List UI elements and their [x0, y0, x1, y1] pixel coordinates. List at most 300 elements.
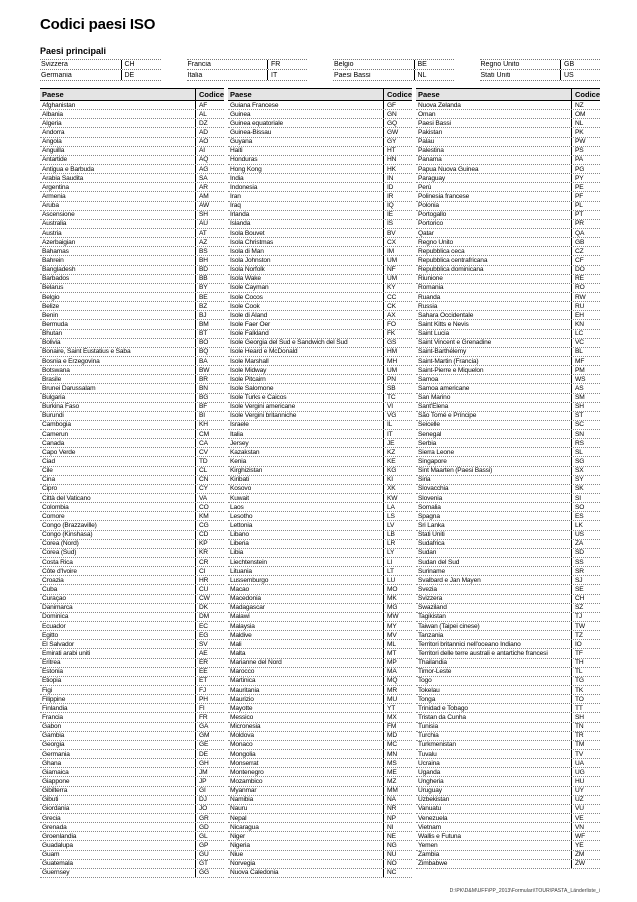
country-name: Slovacchia [418, 485, 449, 493]
country-code: TV [571, 750, 600, 758]
country-code: TN [571, 723, 600, 731]
country-name: Malawi [230, 613, 250, 621]
country-row [228, 275, 412, 284]
country-row [40, 787, 224, 796]
country-name: Nauru [230, 805, 248, 813]
country-name: Ucraina [418, 759, 440, 767]
country-name: Siria [418, 476, 431, 484]
country-code: NP [383, 814, 412, 822]
country-name: Ruanda [418, 293, 441, 301]
country-name: Ciad [42, 458, 55, 466]
country-code: PH [195, 695, 224, 703]
country-code: ST [571, 412, 600, 420]
country-row [40, 869, 224, 878]
country-row [416, 576, 600, 585]
country-code: CR [195, 558, 224, 566]
country-name: Sant'Elena [418, 403, 449, 411]
country-row [416, 503, 600, 512]
country-row [228, 430, 412, 439]
country-code: CI [195, 567, 224, 575]
country-name: Tunisia [418, 723, 438, 731]
country-code: LA [383, 503, 412, 511]
country-name: Nicaragua [230, 823, 259, 831]
country-row [40, 183, 224, 192]
country-name: Territori britannici nell'oceano Indiano [418, 640, 521, 648]
country-row [416, 192, 600, 201]
country-name: Jersey [230, 439, 249, 447]
country-code: GA [195, 723, 224, 731]
country-name: Isole Falkland [230, 330, 269, 338]
country-name: Marocco [230, 668, 255, 676]
country-code: QA [571, 229, 600, 237]
country-row [228, 631, 412, 640]
country-code: SV [195, 640, 224, 648]
country-row [228, 202, 412, 211]
country-row [228, 266, 412, 275]
country-code: PA [571, 156, 600, 164]
country-code: SA [195, 174, 224, 182]
country-row [40, 631, 224, 640]
country-row [228, 768, 412, 777]
country-name: Tagikistan [418, 613, 446, 621]
country-row [416, 256, 600, 265]
country-row [416, 631, 600, 640]
country-code: MG [383, 604, 412, 612]
country-code: BM [195, 320, 224, 328]
country-code: PS [571, 147, 600, 155]
country-row [40, 613, 224, 622]
country-name: Brunei Darussalam [42, 384, 96, 392]
country-name: Isole Turks e Caicos [230, 394, 287, 402]
paese-column-header: Paese [418, 90, 440, 99]
country-row [416, 558, 600, 567]
country-row [40, 174, 224, 183]
country-code: RS [571, 439, 600, 447]
country-name: Regno Unito [480, 61, 520, 68]
country-row [416, 375, 600, 384]
country-code: LI [383, 558, 412, 566]
country-code: NR [383, 805, 412, 813]
country-name: Kuwait [230, 494, 249, 502]
country-code: CG [195, 521, 224, 529]
country-name: Italia [187, 71, 203, 79]
country-row [416, 183, 600, 192]
country-row [416, 841, 600, 850]
country-row [416, 247, 600, 256]
country-row [416, 823, 600, 832]
country-name: Lesotho [230, 512, 253, 520]
country-row [416, 457, 600, 466]
country-code: FO [383, 320, 412, 328]
country-row [228, 759, 412, 768]
country-row [40, 723, 224, 732]
country-name: Italia [230, 430, 244, 438]
country-name: Sint Maarten (Paesi Bassi) [418, 467, 493, 475]
country-name: Bulgaria [42, 394, 65, 402]
country-row [416, 156, 600, 165]
country-code-column [228, 88, 412, 878]
country-code: CD [195, 531, 224, 539]
country-name: Guam [42, 851, 60, 859]
country-code: SK [571, 485, 600, 493]
country-name: Città del Vaticano [42, 494, 91, 502]
country-row [416, 266, 600, 275]
country-name: Guyana [230, 138, 253, 146]
country-code: CX [383, 238, 412, 246]
country-row [40, 128, 224, 137]
country-name: Isole Salomone [230, 384, 274, 392]
country-row [416, 403, 600, 412]
country-code: SG [571, 457, 600, 465]
country-code: GW [383, 128, 412, 136]
country-code: GL [195, 832, 224, 840]
country-name: Singapore [418, 458, 447, 466]
country-name: Spagna [418, 512, 440, 520]
country-row [416, 311, 600, 320]
country-row [228, 394, 412, 403]
main-countries-table [40, 59, 600, 81]
country-row [40, 860, 224, 869]
country-code: CA [195, 439, 224, 447]
country-name: Ecuador [42, 622, 66, 630]
country-name: Mauritania [230, 686, 260, 694]
country-row [228, 485, 412, 494]
country-name: Guinea [230, 110, 251, 118]
country-code: TO [571, 695, 600, 703]
country-name: Filippine [42, 695, 66, 703]
country-name: Aruba [42, 202, 59, 210]
country-name: Samoa americane [418, 384, 470, 392]
country-code: EH [571, 311, 600, 319]
country-name: Mongolia [230, 750, 256, 758]
country-row [228, 138, 412, 147]
country-name: Mozambico [230, 777, 263, 785]
country-name: Pakistan [418, 128, 443, 136]
country-name: Samoa [418, 375, 439, 383]
country-row [416, 531, 600, 540]
paese-column-header: Paese [230, 90, 252, 99]
country-name: Nigeria [230, 841, 250, 849]
country-name: Colombia [42, 503, 69, 511]
country-row [416, 284, 600, 293]
country-code: DE [121, 70, 161, 80]
country-row [40, 311, 224, 320]
country-row [40, 512, 224, 521]
country-name: Ghana [42, 759, 62, 767]
country-code: TL [571, 668, 600, 676]
country-code: LB [383, 531, 412, 539]
country-code: CL [195, 467, 224, 475]
country-name: Lussemburgo [230, 576, 269, 584]
country-name: Romania [418, 284, 444, 292]
country-code: GN [383, 110, 412, 118]
country-name: Palau [418, 138, 435, 146]
country-name: Cambogia [42, 421, 71, 429]
country-code: HN [383, 156, 412, 164]
country-code: DJ [195, 796, 224, 804]
country-row [416, 613, 600, 622]
country-code: BD [195, 266, 224, 274]
country-code: BR [195, 375, 224, 383]
country-code: JO [195, 805, 224, 813]
country-name: Isole Vergini americane [230, 403, 296, 411]
country-code: ME [383, 768, 412, 776]
country-row [40, 412, 224, 421]
country-name: Martinica [230, 677, 256, 685]
country-code: MU [383, 695, 412, 703]
country-code: WS [571, 375, 600, 383]
country-row [228, 649, 412, 658]
country-row [416, 421, 600, 430]
country-code: SH [571, 403, 600, 411]
country-code: NE [383, 832, 412, 840]
country-code: CZ [571, 247, 600, 255]
country-row [40, 558, 224, 567]
country-row [228, 439, 412, 448]
country-name: Cina [42, 476, 55, 484]
country-row [416, 147, 600, 156]
country-row [228, 713, 412, 722]
country-row [40, 330, 224, 339]
country-name: Isole Cocos [230, 293, 263, 301]
country-code: AW [195, 202, 224, 210]
country-row [40, 256, 224, 265]
country-row [228, 851, 412, 860]
country-code: RU [571, 302, 600, 310]
country-code: TF [571, 649, 600, 657]
country-code: GM [195, 732, 224, 740]
country-name: Timor-Leste [418, 668, 452, 676]
country-row [228, 595, 412, 604]
country-code: AQ [195, 156, 224, 164]
country-code: GF [383, 101, 412, 109]
country-name: Austria [42, 229, 62, 237]
country-code: DK [195, 604, 224, 612]
country-code: SL [571, 448, 600, 456]
country-code: NL [414, 70, 454, 80]
country-code: TD [195, 457, 224, 465]
country-code: TG [571, 677, 600, 685]
country-row [416, 695, 600, 704]
country-name: Figi [42, 686, 53, 694]
country-code: AS [571, 384, 600, 392]
country-name: Isola Johnston [230, 256, 271, 264]
country-code: MK [383, 595, 412, 603]
country-row [228, 284, 412, 293]
country-row [40, 832, 224, 841]
country-row [228, 128, 412, 137]
country-code: BZ [195, 302, 224, 310]
country-name: Kosovo [230, 485, 252, 493]
country-code: CV [195, 448, 224, 456]
country-code-table [40, 88, 600, 878]
country-name: Gibuti [42, 796, 59, 804]
section-subtitle: Paesi principali [40, 46, 107, 56]
country-row [416, 713, 600, 722]
country-code: IT [383, 430, 412, 438]
country-code: AD [195, 128, 224, 136]
country-name: Libano [230, 531, 249, 539]
country-code: NU [383, 851, 412, 859]
country-name: Sierra Leone [418, 448, 454, 456]
country-row [40, 348, 224, 357]
country-code: UG [571, 768, 600, 776]
country-row [228, 567, 412, 576]
country-code: SR [571, 567, 600, 575]
country-row [228, 174, 412, 183]
country-row [228, 403, 412, 412]
country-code: BB [195, 275, 224, 283]
country-code: MS [383, 759, 412, 767]
country-code: MN [383, 750, 412, 758]
country-row [228, 165, 412, 174]
country-name: Giordania [42, 805, 70, 813]
country-code: PM [571, 366, 600, 374]
country-row [416, 357, 600, 366]
country-name: Palestina [418, 147, 444, 155]
country-name: Svizzera [41, 61, 68, 68]
country-code: KE [383, 457, 412, 465]
country-name: Perù [418, 183, 432, 191]
country-code: AT [195, 229, 224, 237]
country-row [40, 366, 224, 375]
country-row [228, 101, 412, 110]
country-code: TH [571, 659, 600, 667]
country-code: TM [571, 741, 600, 749]
country-code: SN [571, 430, 600, 438]
country-code: BE [414, 60, 454, 69]
country-row [228, 320, 412, 329]
country-code: NA [383, 796, 412, 804]
country-name: Argentina [42, 183, 69, 191]
country-name: Taiwan (Taipei cinese) [418, 622, 480, 630]
country-name: Belize [42, 302, 60, 310]
country-code: ML [383, 640, 412, 648]
country-name: Haiti [230, 147, 243, 155]
country-code: JM [195, 768, 224, 776]
country-name: Myanmar [230, 787, 257, 795]
country-code: RE [571, 275, 600, 283]
country-row [228, 156, 412, 165]
country-row [228, 613, 412, 622]
country-name: Andorra [42, 128, 65, 136]
country-code: TR [571, 732, 600, 740]
country-name: Lituania [230, 567, 252, 575]
country-row [416, 128, 600, 137]
country-row [40, 211, 224, 220]
country-name: Nuova Caledonia [230, 869, 279, 877]
country-row [416, 585, 600, 594]
country-name: Kenia [230, 458, 247, 466]
country-name: Moldova [230, 732, 254, 740]
country-row [416, 622, 600, 631]
country-name: Saint-Barthélemy [418, 348, 467, 356]
country-code-column [416, 88, 600, 878]
country-code: UA [571, 759, 600, 767]
country-row [416, 768, 600, 777]
country-name: Liberia [230, 540, 249, 548]
country-name: Territori delle terre australi e antartiche francesi [418, 650, 548, 657]
country-name: Polinesia francese [418, 192, 470, 200]
country-name: Malaysia [230, 622, 255, 630]
country-row [228, 256, 412, 265]
country-code: AL [195, 110, 224, 118]
country-code: ER [195, 659, 224, 667]
country-name: Bonaire, Saint Eustatius e Saba [42, 348, 131, 356]
country-name: Laos [230, 503, 244, 511]
country-code: DZ [195, 119, 224, 127]
country-row [416, 293, 600, 302]
country-code: GB [571, 238, 600, 246]
country-row [416, 686, 600, 695]
country-code: KM [195, 512, 224, 520]
codice-column-header: Codice [571, 89, 600, 100]
country-code: BV [383, 229, 412, 237]
country-code: JP [195, 777, 224, 785]
country-name: Côte d'Ivoire [42, 567, 77, 575]
country-name: Zimbabwe [418, 860, 448, 868]
country-name: Brasile [42, 375, 62, 383]
country-row [40, 229, 224, 238]
country-code: CW [195, 595, 224, 603]
main-country-row [480, 70, 601, 81]
country-row [228, 640, 412, 649]
country-row [40, 394, 224, 403]
country-name: Turkmenistan [418, 741, 456, 749]
country-name: Germania [42, 750, 70, 758]
country-row [416, 412, 600, 421]
country-code: HU [571, 777, 600, 785]
country-name: Giamaica [42, 768, 69, 776]
country-name: Suriname [418, 567, 446, 575]
country-name: Guinea-Bissau [230, 128, 272, 136]
country-row [228, 302, 412, 311]
country-code: HK [383, 165, 412, 173]
country-row [416, 220, 600, 229]
country-code: PY [571, 174, 600, 182]
country-code: SO [571, 503, 600, 511]
country-name: Finlandia [42, 704, 68, 712]
country-row [40, 649, 224, 658]
country-name: Bolivia [42, 339, 61, 347]
country-name: Iran [230, 192, 241, 200]
country-row [416, 448, 600, 457]
country-code: SH [571, 713, 600, 721]
country-row [40, 421, 224, 430]
main-country-row [333, 70, 454, 81]
country-code: LU [383, 576, 412, 584]
country-code: LY [383, 549, 412, 557]
country-row [40, 695, 224, 704]
country-name: Bangladesh [42, 266, 76, 274]
country-code: ZM [571, 851, 600, 859]
country-name: Portorico [418, 220, 444, 228]
country-code: BJ [195, 311, 224, 319]
country-code: HT [383, 147, 412, 155]
country-row [228, 247, 412, 256]
country-name: Maldive [230, 631, 252, 639]
country-code: JE [383, 439, 412, 447]
country-name: Trinidad e Tobago [418, 704, 468, 712]
country-row [416, 485, 600, 494]
country-name: Wallis e Futuna [418, 832, 461, 840]
country-code: IQ [383, 202, 412, 210]
country-row [416, 704, 600, 713]
country-row [40, 375, 224, 384]
country-row [40, 686, 224, 695]
country-row [40, 659, 224, 668]
country-name: Monserrat [230, 759, 259, 767]
